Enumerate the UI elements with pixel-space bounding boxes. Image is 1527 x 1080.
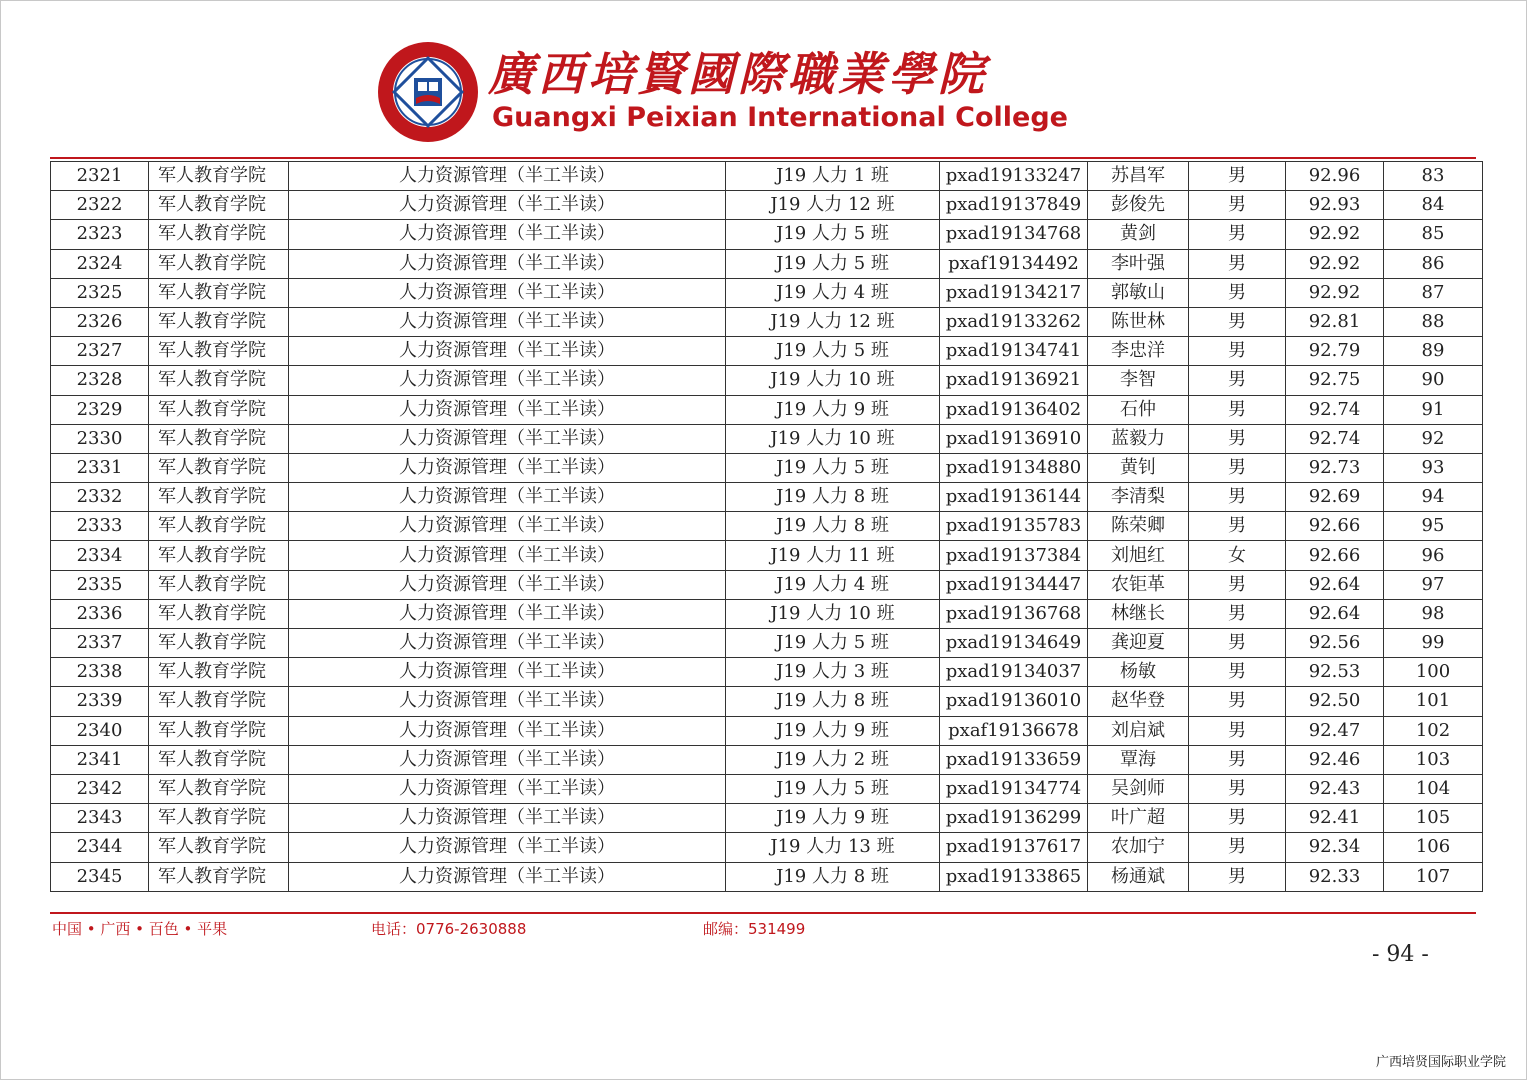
cell-class: J19 人力 9 班: [726, 804, 940, 833]
cell-score: 92.56: [1286, 629, 1384, 658]
cell-score: 92.74: [1286, 424, 1384, 453]
cell-college: 军人教育学院: [149, 833, 289, 862]
cell-rank: 85: [1384, 220, 1483, 249]
table-row: [51, 366, 1483, 395]
cell-id: pxad19133247: [940, 162, 1088, 191]
cell-score: 92.47: [1286, 716, 1384, 745]
cell-class: J19 人力 12 班: [726, 307, 940, 336]
cell-gender: 男: [1189, 278, 1286, 307]
cell-name: 彭俊先: [1088, 191, 1189, 220]
cell-college: 军人教育学院: [149, 716, 289, 745]
cell-rank: 93: [1384, 453, 1483, 482]
table-row: [51, 249, 1483, 278]
cell-score: 92.96: [1286, 162, 1384, 191]
table-row: [51, 453, 1483, 482]
cell-no: 2321: [51, 162, 149, 191]
cell-major: 人力资源管理（半工半读）: [289, 249, 726, 278]
cell-major: 人力资源管理（半工半读）: [289, 774, 726, 803]
cell-class: J19 人力 5 班: [726, 220, 940, 249]
cell-college: 军人教育学院: [149, 483, 289, 512]
table-row: [51, 424, 1483, 453]
cell-major: 人力资源管理（半工半读）: [289, 629, 726, 658]
cell-name: 郭敏山: [1088, 278, 1189, 307]
cell-name: 赵华登: [1088, 687, 1189, 716]
cell-score: 92.92: [1286, 278, 1384, 307]
cell-score: 92.53: [1286, 658, 1384, 687]
cell-id: pxad19134880: [940, 453, 1088, 482]
cell-no: 2338: [51, 658, 149, 687]
cell-class: J19 人力 8 班: [726, 512, 940, 541]
cell-gender: 男: [1189, 483, 1286, 512]
cell-college: 军人教育学院: [149, 570, 289, 599]
cell-name: 李忠洋: [1088, 337, 1189, 366]
cell-major: 人力资源管理（半工半读）: [289, 862, 726, 891]
cell-college: 军人教育学院: [149, 220, 289, 249]
cell-gender: 男: [1189, 570, 1286, 599]
college-name-chinese: 廣西培賢國際職業學院: [488, 47, 988, 101]
cell-college: 军人教育学院: [149, 366, 289, 395]
cell-rank: 88: [1384, 307, 1483, 336]
cell-no: 2323: [51, 220, 149, 249]
cell-class: J19 人力 8 班: [726, 483, 940, 512]
cell-rank: 86: [1384, 249, 1483, 278]
cell-gender: 男: [1189, 833, 1286, 862]
cell-college: 军人教育学院: [149, 278, 289, 307]
table-body: [51, 162, 1483, 892]
student-score-table: [50, 161, 1483, 892]
cell-no: 2334: [51, 541, 149, 570]
cell-college: 军人教育学院: [149, 687, 289, 716]
cell-id: pxad19137617: [940, 833, 1088, 862]
cell-college: 军人教育学院: [149, 745, 289, 774]
cell-name: 农加宁: [1088, 833, 1189, 862]
table-row: [51, 716, 1483, 745]
cell-gender: 男: [1189, 745, 1286, 774]
cell-college: 军人教育学院: [149, 862, 289, 891]
college-seal-logo: [376, 40, 480, 144]
cell-major: 人力资源管理（半工半读）: [289, 220, 726, 249]
cell-class: J19 人力 5 班: [726, 337, 940, 366]
cell-no: 2337: [51, 629, 149, 658]
cell-score: 92.74: [1286, 395, 1384, 424]
cell-rank: 89: [1384, 337, 1483, 366]
cell-major: 人力资源管理（半工半读）: [289, 658, 726, 687]
cell-id: pxad19134774: [940, 774, 1088, 803]
cell-rank: 100: [1384, 658, 1483, 687]
cell-id: pxad19136144: [940, 483, 1088, 512]
cell-score: 92.75: [1286, 366, 1384, 395]
cell-major: 人力资源管理（半工半读）: [289, 687, 726, 716]
cell-gender: 男: [1189, 629, 1286, 658]
cell-rank: 90: [1384, 366, 1483, 395]
cell-college: 军人教育学院: [149, 658, 289, 687]
cell-class: J19 人力 10 班: [726, 424, 940, 453]
table-row: [51, 307, 1483, 336]
cell-no: 2322: [51, 191, 149, 220]
cell-id: pxad19136299: [940, 804, 1088, 833]
cell-score: 92.64: [1286, 599, 1384, 628]
cell-college: 军人教育学院: [149, 307, 289, 336]
cell-id: pxad19137384: [940, 541, 1088, 570]
cell-name: 黄钊: [1088, 453, 1189, 482]
table-row: [51, 570, 1483, 599]
cell-class: J19 人力 2 班: [726, 745, 940, 774]
cell-gender: 男: [1189, 366, 1286, 395]
cell-no: 2344: [51, 833, 149, 862]
cell-score: 92.43: [1286, 774, 1384, 803]
cell-college: 军人教育学院: [149, 512, 289, 541]
table-row: [51, 774, 1483, 803]
cell-rank: 106: [1384, 833, 1483, 862]
cell-id: pxaf19136678: [940, 716, 1088, 745]
table-row: [51, 833, 1483, 862]
cell-major: 人力资源管理（半工半读）: [289, 307, 726, 336]
cell-rank: 99: [1384, 629, 1483, 658]
cell-college: 军人教育学院: [149, 629, 289, 658]
cell-name: 林继长: [1088, 599, 1189, 628]
cell-score: 92.92: [1286, 220, 1384, 249]
cell-no: 2329: [51, 395, 149, 424]
cell-college: 军人教育学院: [149, 804, 289, 833]
cell-class: J19 人力 1 班: [726, 162, 940, 191]
cell-score: 92.66: [1286, 541, 1384, 570]
cell-class: J19 人力 3 班: [726, 658, 940, 687]
cell-no: 2328: [51, 366, 149, 395]
cell-major: 人力资源管理（半工半读）: [289, 512, 726, 541]
cell-class: J19 人力 4 班: [726, 570, 940, 599]
footer-phone: 电话：0776-2630888: [371, 920, 527, 938]
cell-score: 92.73: [1286, 453, 1384, 482]
table-row: [51, 162, 1483, 191]
cell-score: 92.69: [1286, 483, 1384, 512]
cell-rank: 105: [1384, 804, 1483, 833]
cell-no: 2333: [51, 512, 149, 541]
cell-major: 人力资源管理（半工半读）: [289, 191, 726, 220]
cell-major: 人力资源管理（半工半读）: [289, 162, 726, 191]
table-row: [51, 658, 1483, 687]
cell-no: 2326: [51, 307, 149, 336]
cell-no: 2330: [51, 424, 149, 453]
cell-gender: 男: [1189, 307, 1286, 336]
cell-score: 92.34: [1286, 833, 1384, 862]
cell-rank: 94: [1384, 483, 1483, 512]
table-row: [51, 337, 1483, 366]
cell-name: 陈世林: [1088, 307, 1189, 336]
cell-score: 92.79: [1286, 337, 1384, 366]
cell-rank: 92: [1384, 424, 1483, 453]
cell-id: pxad19133262: [940, 307, 1088, 336]
cell-major: 人力资源管理（半工半读）: [289, 599, 726, 628]
cell-score: 92.93: [1286, 191, 1384, 220]
table-row: [51, 599, 1483, 628]
table-row: [51, 687, 1483, 716]
source-watermark: 广西培贤国际职业学院: [1376, 1055, 1507, 1070]
page-header: [376, 36, 1068, 146]
cell-no: 2345: [51, 862, 149, 891]
cell-name: 农钜革: [1088, 570, 1189, 599]
cell-name: 覃海: [1088, 745, 1189, 774]
cell-no: 2336: [51, 599, 149, 628]
cell-rank: 104: [1384, 774, 1483, 803]
cell-name: 李叶强: [1088, 249, 1189, 278]
cell-class: J19 人力 9 班: [726, 716, 940, 745]
table-row: [51, 395, 1483, 424]
cell-class: J19 人力 5 班: [726, 774, 940, 803]
cell-major: 人力资源管理（半工半读）: [289, 833, 726, 862]
table-row: [51, 278, 1483, 307]
cell-id: pxad19133865: [940, 862, 1088, 891]
table-row: [51, 541, 1483, 570]
cell-class: J19 人力 4 班: [726, 278, 940, 307]
cell-no: 2325: [51, 278, 149, 307]
cell-gender: 男: [1189, 424, 1286, 453]
cell-id: pxad19136921: [940, 366, 1088, 395]
cell-name: 杨通斌: [1088, 862, 1189, 891]
cell-score: 92.81: [1286, 307, 1384, 336]
cell-name: 陈荣卿: [1088, 512, 1189, 541]
cell-no: 2324: [51, 249, 149, 278]
cell-score: 92.50: [1286, 687, 1384, 716]
header-divider: [50, 157, 1476, 159]
cell-rank: 96: [1384, 541, 1483, 570]
cell-college: 军人教育学院: [149, 774, 289, 803]
cell-id: pxad19134741: [940, 337, 1088, 366]
cell-class: J19 人力 5 班: [726, 453, 940, 482]
table-row: [51, 745, 1483, 774]
cell-class: J19 人力 10 班: [726, 599, 940, 628]
cell-gender: 男: [1189, 716, 1286, 745]
cell-no: 2341: [51, 745, 149, 774]
cell-class: J19 人力 9 班: [726, 395, 940, 424]
cell-gender: 男: [1189, 862, 1286, 891]
cell-college: 军人教育学院: [149, 424, 289, 453]
cell-no: 2342: [51, 774, 149, 803]
cell-gender: 男: [1189, 804, 1286, 833]
cell-score: 92.41: [1286, 804, 1384, 833]
cell-major: 人力资源管理（半工半读）: [289, 337, 726, 366]
cell-score: 92.66: [1286, 512, 1384, 541]
cell-major: 人力资源管理（半工半读）: [289, 483, 726, 512]
cell-rank: 102: [1384, 716, 1483, 745]
cell-gender: 男: [1189, 337, 1286, 366]
cell-score: 92.46: [1286, 745, 1384, 774]
cell-no: 2331: [51, 453, 149, 482]
cell-name: 吴剑师: [1088, 774, 1189, 803]
cell-college: 军人教育学院: [149, 337, 289, 366]
cell-rank: 97: [1384, 570, 1483, 599]
cell-class: J19 人力 8 班: [726, 687, 940, 716]
cell-gender: 男: [1189, 687, 1286, 716]
cell-id: pxad19134037: [940, 658, 1088, 687]
table-row: [51, 220, 1483, 249]
cell-id: pxad19134217: [940, 278, 1088, 307]
cell-gender: 男: [1189, 220, 1286, 249]
cell-id: pxad19136768: [940, 599, 1088, 628]
cell-gender: 男: [1189, 453, 1286, 482]
cell-rank: 101: [1384, 687, 1483, 716]
cell-name: 刘旭红: [1088, 541, 1189, 570]
cell-gender: 男: [1189, 774, 1286, 803]
footer-location: 中国 • 广西 • 百色 • 平果: [52, 920, 228, 938]
cell-class: J19 人力 10 班: [726, 366, 940, 395]
table-row: [51, 191, 1483, 220]
cell-rank: 107: [1384, 862, 1483, 891]
cell-rank: 87: [1384, 278, 1483, 307]
cell-major: 人力资源管理（半工半读）: [289, 278, 726, 307]
cell-id: pxad19136010: [940, 687, 1088, 716]
cell-id: pxad19134768: [940, 220, 1088, 249]
cell-rank: 95: [1384, 512, 1483, 541]
cell-major: 人力资源管理（半工半读）: [289, 570, 726, 599]
cell-id: pxad19137849: [940, 191, 1088, 220]
cell-name: 叶广超: [1088, 804, 1189, 833]
cell-no: 2335: [51, 570, 149, 599]
cell-id: pxad19133659: [940, 745, 1088, 774]
cell-id: pxad19134649: [940, 629, 1088, 658]
cell-rank: 84: [1384, 191, 1483, 220]
cell-rank: 91: [1384, 395, 1483, 424]
footer-divider: [50, 912, 1476, 914]
cell-major: 人力资源管理（半工半读）: [289, 541, 726, 570]
cell-class: J19 人力 5 班: [726, 249, 940, 278]
cell-gender: 男: [1189, 191, 1286, 220]
cell-college: 军人教育学院: [149, 541, 289, 570]
cell-major: 人力资源管理（半工半读）: [289, 395, 726, 424]
cell-name: 石仲: [1088, 395, 1189, 424]
cell-class: J19 人力 12 班: [726, 191, 940, 220]
cell-rank: 103: [1384, 745, 1483, 774]
cell-gender: 男: [1189, 512, 1286, 541]
cell-no: 2343: [51, 804, 149, 833]
cell-name: 黄剑: [1088, 220, 1189, 249]
cell-class: J19 人力 5 班: [726, 629, 940, 658]
college-name-english: Guangxi Peixian International College: [492, 102, 1068, 133]
cell-gender: 男: [1189, 658, 1286, 687]
cell-rank: 98: [1384, 599, 1483, 628]
cell-name: 苏昌军: [1088, 162, 1189, 191]
cell-major: 人力资源管理（半工半读）: [289, 745, 726, 774]
cell-college: 军人教育学院: [149, 599, 289, 628]
cell-gender: 女: [1189, 541, 1286, 570]
cell-id: pxad19135783: [940, 512, 1088, 541]
footer-postcode: 邮编：531499: [703, 920, 806, 938]
cell-no: 2327: [51, 337, 149, 366]
cell-major: 人力资源管理（半工半读）: [289, 716, 726, 745]
cell-no: 2332: [51, 483, 149, 512]
cell-class: J19 人力 13 班: [726, 833, 940, 862]
cell-college: 军人教育学院: [149, 249, 289, 278]
cell-college: 军人教育学院: [149, 453, 289, 482]
cell-gender: 男: [1189, 395, 1286, 424]
table-row: [51, 629, 1483, 658]
cell-score: 92.64: [1286, 570, 1384, 599]
cell-major: 人力资源管理（半工半读）: [289, 424, 726, 453]
cell-college: 军人教育学院: [149, 191, 289, 220]
page-number: - 94 -: [1372, 942, 1429, 967]
cell-name: 李清梨: [1088, 483, 1189, 512]
cell-gender: 男: [1189, 249, 1286, 278]
cell-name: 杨敏: [1088, 658, 1189, 687]
cell-gender: 男: [1189, 162, 1286, 191]
cell-name: 李智: [1088, 366, 1189, 395]
table-row: [51, 862, 1483, 891]
cell-id: pxad19136910: [940, 424, 1088, 453]
cell-class: J19 人力 11 班: [726, 541, 940, 570]
cell-name: 蓝毅力: [1088, 424, 1189, 453]
table-row: [51, 804, 1483, 833]
cell-rank: 83: [1384, 162, 1483, 191]
table-row: [51, 512, 1483, 541]
cell-major: 人力资源管理（半工半读）: [289, 366, 726, 395]
cell-name: 刘启斌: [1088, 716, 1189, 745]
cell-major: 人力资源管理（半工半读）: [289, 804, 726, 833]
cell-id: pxad19136402: [940, 395, 1088, 424]
cell-score: 92.92: [1286, 249, 1384, 278]
cell-no: 2339: [51, 687, 149, 716]
cell-no: 2340: [51, 716, 149, 745]
cell-gender: 男: [1189, 599, 1286, 628]
cell-id: pxad19134447: [940, 570, 1088, 599]
cell-name: 龚迎夏: [1088, 629, 1189, 658]
cell-major: 人力资源管理（半工半读）: [289, 453, 726, 482]
cell-college: 军人教育学院: [149, 162, 289, 191]
cell-class: J19 人力 8 班: [726, 862, 940, 891]
table-row: [51, 483, 1483, 512]
cell-score: 92.33: [1286, 862, 1384, 891]
cell-id: pxaf19134492: [940, 249, 1088, 278]
cell-college: 军人教育学院: [149, 395, 289, 424]
